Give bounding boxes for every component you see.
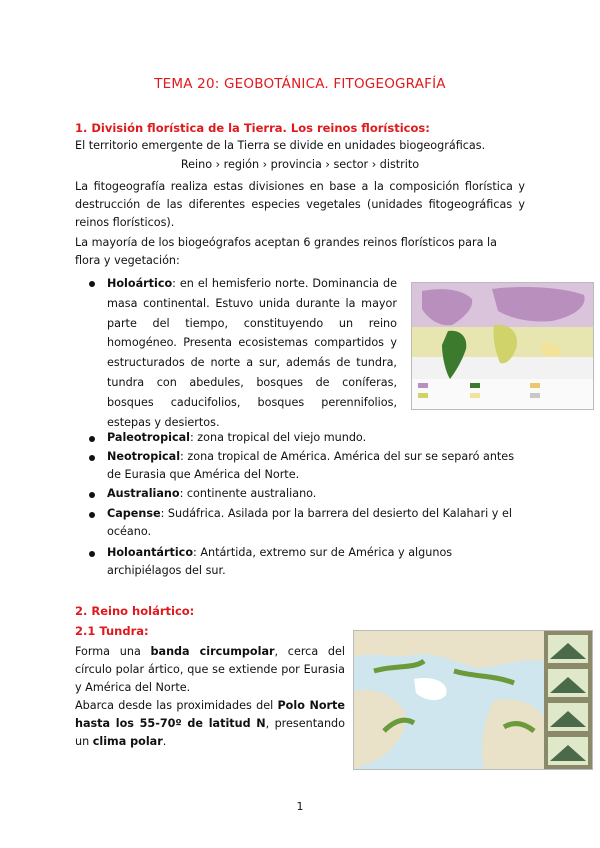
text-run-bold: Polo Norte hasta los 55-70º de latitud N	[75, 699, 345, 730]
floristic-kingdoms-map	[411, 282, 594, 410]
item-text: : zona tropical del viejo mundo.	[189, 431, 367, 444]
bullet-dot	[89, 512, 95, 518]
tundra-paragraph-1	[75, 643, 345, 697]
list-item-paleotropical	[107, 429, 527, 447]
section-2-1-heading: 2.1 Tundra:	[75, 624, 149, 638]
page-number: 1	[296, 800, 304, 813]
item-term: Neotropical	[107, 450, 181, 463]
bullet-dot	[89, 492, 95, 498]
text-run: .	[162, 735, 167, 748]
list-item-neotropical	[107, 448, 527, 484]
list-item-holoantartico	[107, 544, 527, 580]
item-term: Holoantártico	[107, 546, 193, 559]
text-run: , presentando un	[75, 717, 346, 748]
item-text: : zona tropical de América. América del sur se separó antes de Eurasia que América del Norte.	[107, 450, 515, 481]
bullet-dot	[89, 281, 95, 287]
paragraph-fitogeografia: La fitogeografía realiza estas divisiones en base a la composición florística y destrucción de las diferentes especies vegetales (unidades fitogeográficas y reinos florísticos).	[75, 180, 525, 229]
item-term: Capense	[107, 507, 161, 520]
item-term: Paleotropical	[107, 431, 190, 444]
item-text: : continente australiano.	[179, 487, 317, 500]
tundra-paragraph-2	[75, 697, 345, 751]
page-title: TEMA 20: GEOBOTÁNICA. FITOGEOGRAFÍA	[154, 76, 446, 92]
list-item-australiano	[107, 485, 527, 503]
item-term: Australiano	[107, 487, 180, 500]
text-run-bold: banda circumpolar	[150, 645, 275, 658]
item-text: : Antártida, extremo sur de América y algunos archipiélagos del sur.	[107, 546, 453, 577]
text-run: , cerca del círculo polar ártico, que se extiende por Eurasia y América del Norte.	[75, 645, 346, 694]
section-1-heading: 1. División florística de la Tierra. Los reinos florísticos:	[75, 121, 430, 135]
item-text: : en el hemisferio norte. Dominancia de masa continental. Estuvo unida durante la mayor parte del tiempo, constituyendo un reino homogéneo. Presenta ecosistemas compartidos y estructurados de norte a sur, además de tundra, tundra con abedules, bosques de coníferas, bosques caducifolios, bosques perennifolios, estepas y desiertos.	[107, 277, 397, 429]
bullet-dot	[89, 551, 95, 557]
item-term: Holoártico	[107, 277, 173, 290]
bullet-dot	[89, 455, 95, 461]
hierarchy-line: Reino › región › provincia › sector › distrito	[180, 158, 420, 171]
world-map-image	[412, 283, 593, 409]
bullet-dot	[89, 436, 95, 442]
text-run: Abarca desde las proximidades del	[75, 699, 278, 712]
polar-map-image	[354, 631, 592, 769]
section-2-heading: 2. Reino holártico:	[75, 604, 195, 618]
text-run: Forma una	[75, 645, 151, 658]
list-item-capense	[107, 505, 527, 541]
text-run-bold: clima polar	[92, 735, 163, 748]
item-text: : Sudáfrica. Asilada por la barrera del desierto del Kalahari y el océano.	[107, 507, 512, 538]
paragraph-reinos: La mayoría de los biogeógrafos aceptan 6 grandes reinos florísticos para la flora y vegetación:	[75, 236, 497, 267]
list-item-holoartico	[107, 274, 397, 432]
intro-line: El territorio emergente de la Tierra se divide en unidades biogeográficas.	[75, 139, 486, 152]
tundra-polar-map	[353, 630, 593, 770]
